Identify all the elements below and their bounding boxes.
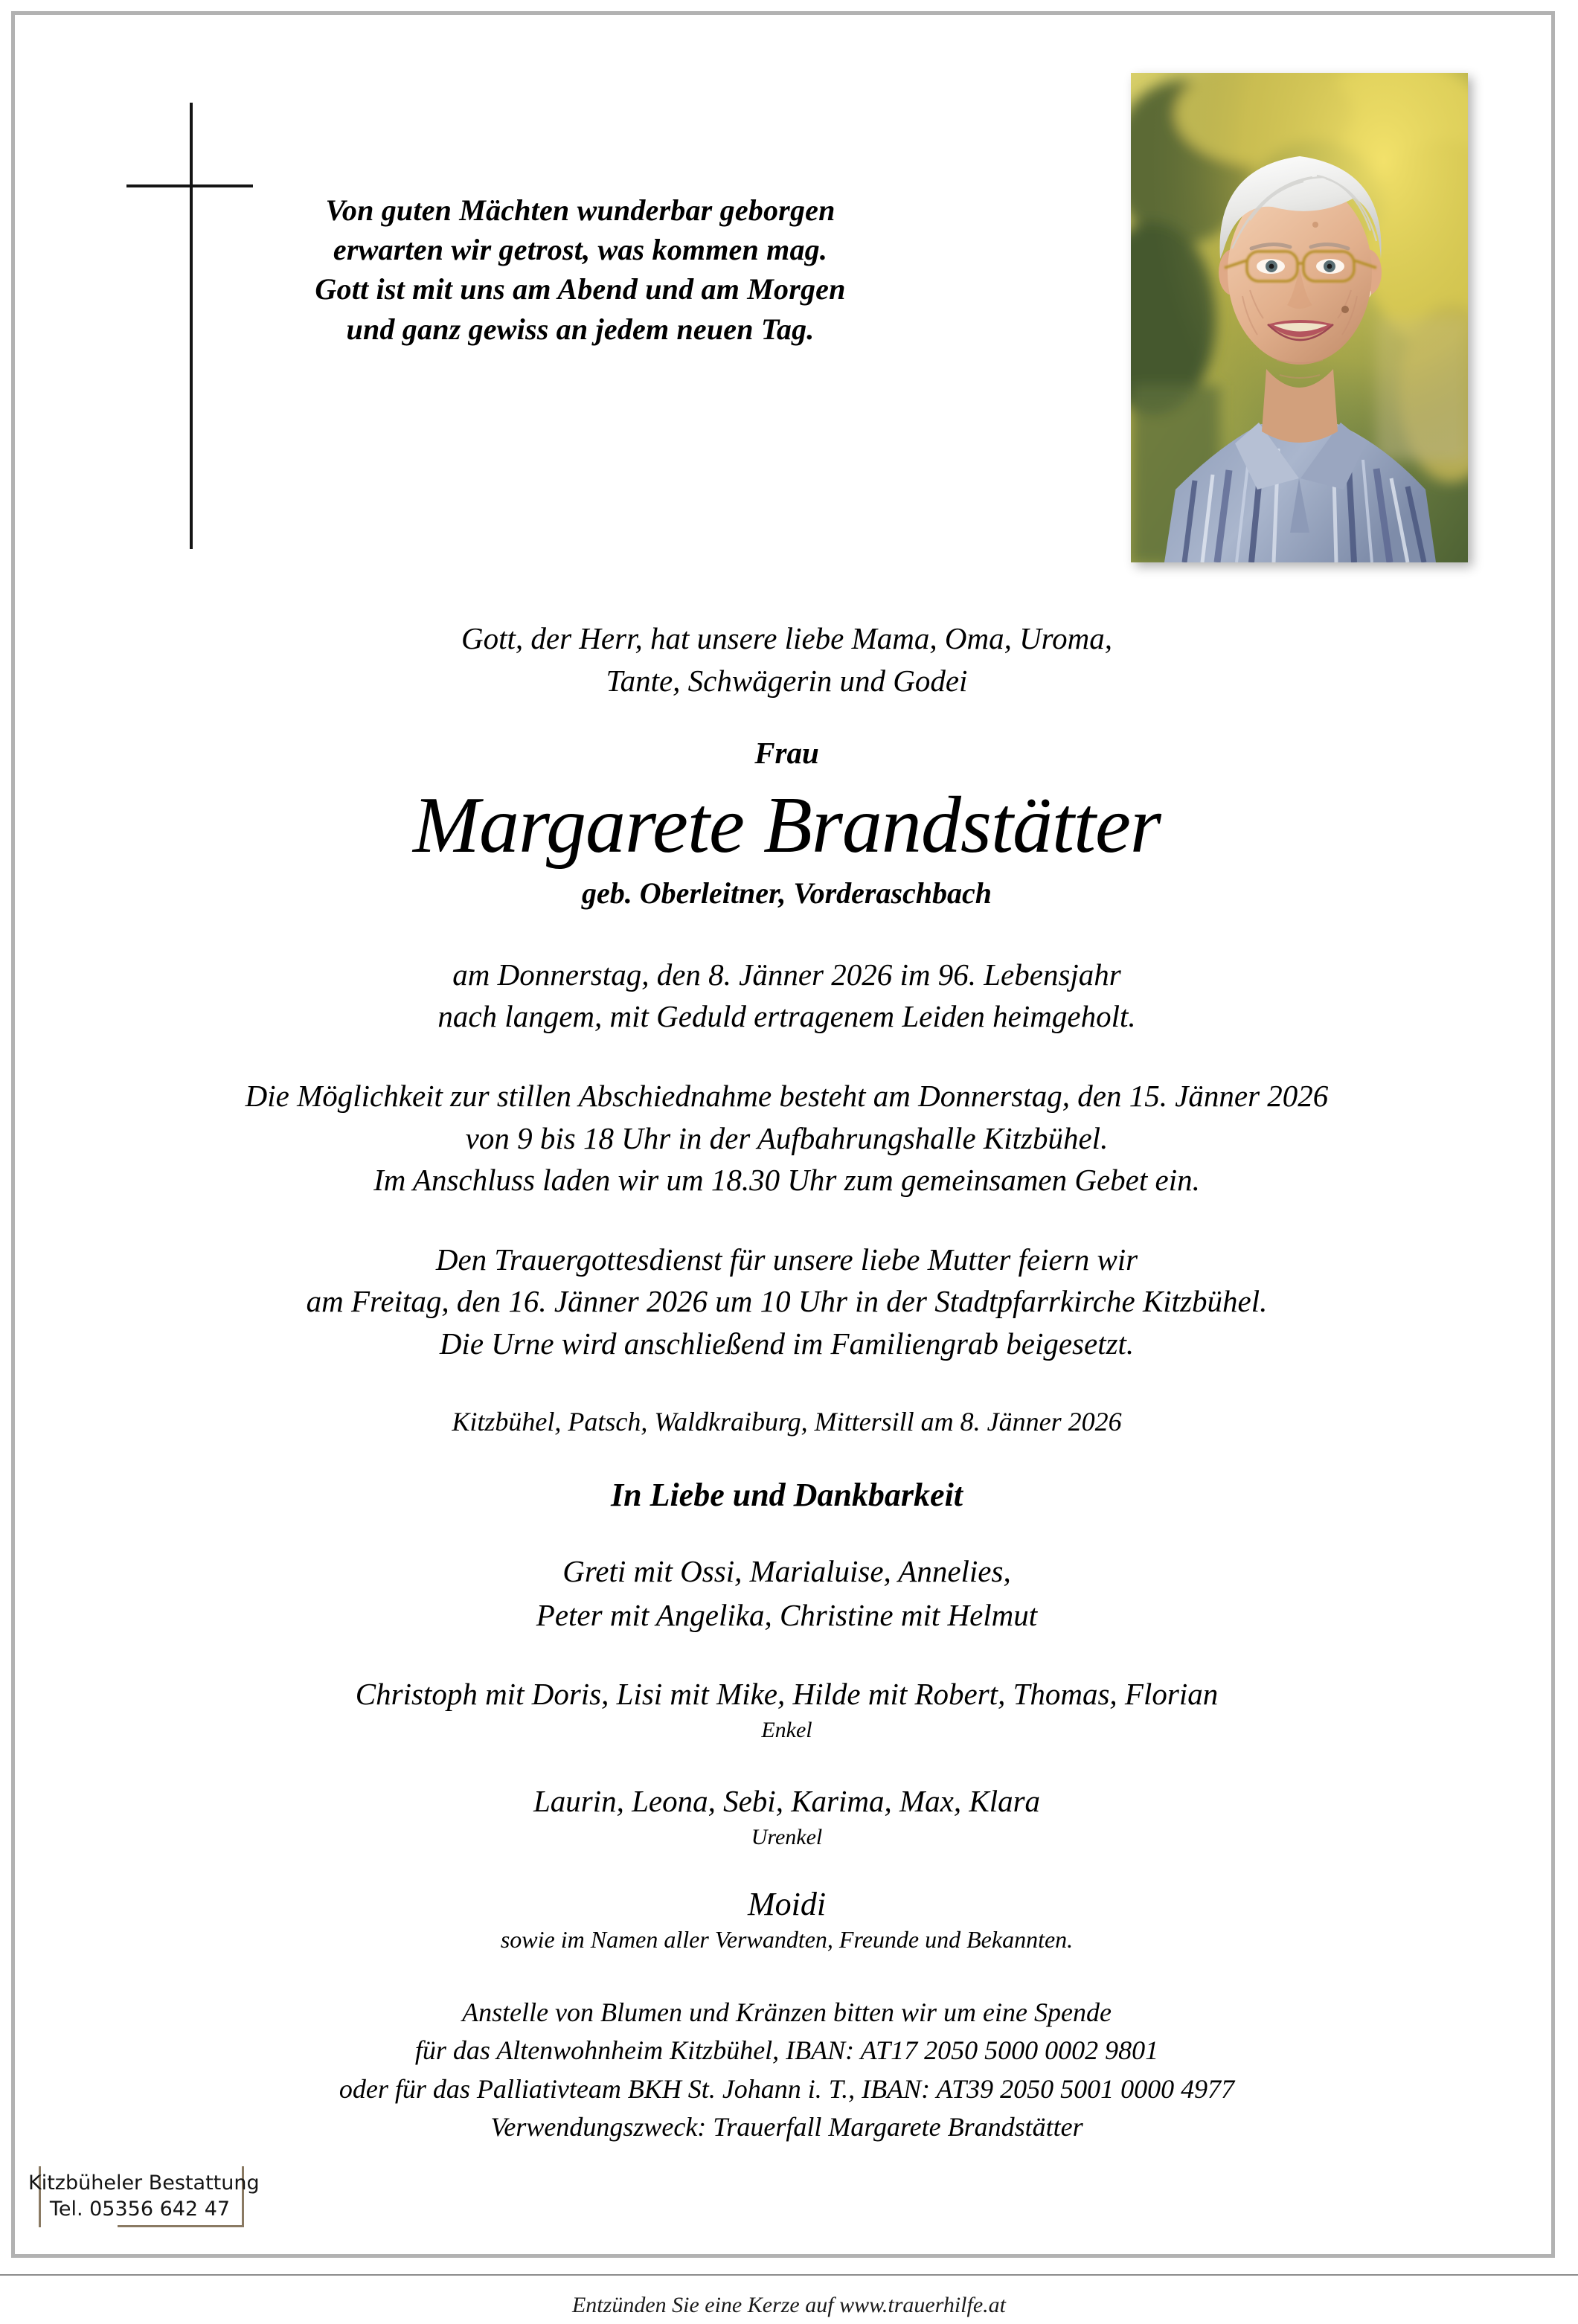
funeral-home-name: Kitzbüheler Bestattung — [28, 2171, 260, 2195]
funeral-home-phone: Tel. 05356 642 47 — [49, 2197, 231, 2221]
grandchildren-label: Enkel — [761, 1718, 812, 1743]
viewing-details-line: Die Möglichkeit zur stillen Abschiednahme besteht am Donnerstag, den 15. Jänner 2026 — [245, 1078, 1329, 1113]
death-details-line: am Donnerstag, den 8. Jänner 2026 im 96. Lebensjahr — [452, 957, 1121, 992]
obituary-body — [60, 617, 1514, 2146]
grandchildren-names-line: Christoph mit Doris, Lisi mit Mike, Hilde mit Robert, Thomas, Florian — [355, 1676, 1219, 1711]
portrait-photo — [1131, 73, 1468, 562]
memorial-card-body — [15, 15, 1551, 2254]
service-details-line: am Freitag, den 16. Jänner 2026 um 10 Uhr in der Stadtpfarrkirche Kitzbühel. — [306, 1284, 1268, 1319]
footer-divider — [0, 2274, 1578, 2276]
funeral-home-stamp — [28, 2165, 260, 2232]
footer-candle-link[interactable]: Entzünden Sie eine Kerze auf www.trauerhilfe.at — [571, 2293, 1006, 2317]
viewing-details-line: Im Anschluss laden wir um 18.30 Uhr zum gemeinsamen Gebet ein. — [373, 1163, 1200, 1198]
viewing-details — [60, 1075, 1514, 1201]
cross-vertical-bar — [190, 103, 193, 549]
announcement-lead — [60, 617, 1514, 702]
service-details-line: Die Urne wird anschließend im Familiengrab beigesetzt. — [439, 1326, 1135, 1361]
poem-line: Von guten Mächten wunderbar geborgen — [325, 193, 835, 227]
viewing-details-line: von 9 bis 18 Uhr in der Aufbahrungshalle Kitzbühel. — [465, 1120, 1109, 1155]
portrait-photo-image — [1131, 73, 1468, 562]
service-details — [60, 1239, 1514, 1365]
donation-request — [60, 1994, 1514, 2145]
places-and-date: Kitzbühel, Patsch, Waldkraiburg, Mittersill am 8. Jänner 2026 — [452, 1407, 1122, 1437]
maiden-name: geb. Oberleitner, Vorderaschbach — [581, 876, 992, 910]
donation-line: für das Altenwohnheim Kitzbühel, IBAN: AT17 2050 5000 0002 9801 — [414, 2035, 1159, 2066]
children-names-line: Peter mit Angelika, Christine mit Helmut — [536, 1597, 1038, 1632]
poem-line: und ganz gewiss an jedem neuen Tag. — [346, 312, 815, 346]
death-details-line: nach langem, mit Geduld ertragenem Leiden heimgeholt. — [437, 999, 1136, 1034]
poem-line: Gott ist mit uns am Abend und am Morgen — [315, 272, 846, 306]
poem-line: erwarten wir getrost, was kommen mag. — [333, 233, 828, 267]
deceased-name: Margarete Brandstätter — [413, 781, 1161, 870]
donation-line: Anstelle von Blumen und Kränzen bitten wir um eine Spende — [462, 1997, 1112, 2028]
other-name: Moidi — [747, 1886, 827, 1923]
grandchildren-names — [60, 1672, 1514, 1715]
greatgrandchildren-names — [60, 1779, 1514, 1823]
all-relatives-note: sowie im Namen aller Verwandten, Freunde und Bekannten. — [500, 1926, 1074, 1954]
latin-cross-icon — [126, 103, 253, 549]
announcement-lead-line: Tante, Schwägerin und Godei — [606, 663, 968, 698]
closing-phrase: In Liebe und Dankbarkeit — [610, 1477, 963, 1514]
honorific: Frau — [754, 736, 819, 771]
stamp-corner-bottom — [118, 2225, 244, 2227]
memorial-poem — [283, 190, 878, 349]
greatgrandchildren-names-line: Laurin, Leona, Sebi, Karima, Max, Klara — [533, 1784, 1041, 1819]
service-details-line: Den Trauergottesdienst für unsere liebe Mutter feiern wir — [435, 1242, 1138, 1277]
announcement-lead-line: Gott, der Herr, hat unsere liebe Mama, Oma, Uroma, — [461, 621, 1112, 655]
greatgrandchildren-label: Urenkel — [751, 1825, 823, 1850]
children-names-line: Greti mit Ossi, Marialuise, Annelies, — [562, 1554, 1011, 1589]
donation-line: Verwendungszweck: Trauerfall Margarete Brandstätter — [490, 2111, 1083, 2142]
memorial-card-frame — [11, 11, 1555, 2258]
cross-horizontal-bar — [126, 184, 253, 187]
death-details — [60, 954, 1514, 1038]
children-names — [60, 1550, 1514, 1636]
donation-line: oder für das Palliativteam BKH St. Johann i. T., IBAN: AT39 2050 5001 0000 4977 — [339, 2073, 1235, 2104]
